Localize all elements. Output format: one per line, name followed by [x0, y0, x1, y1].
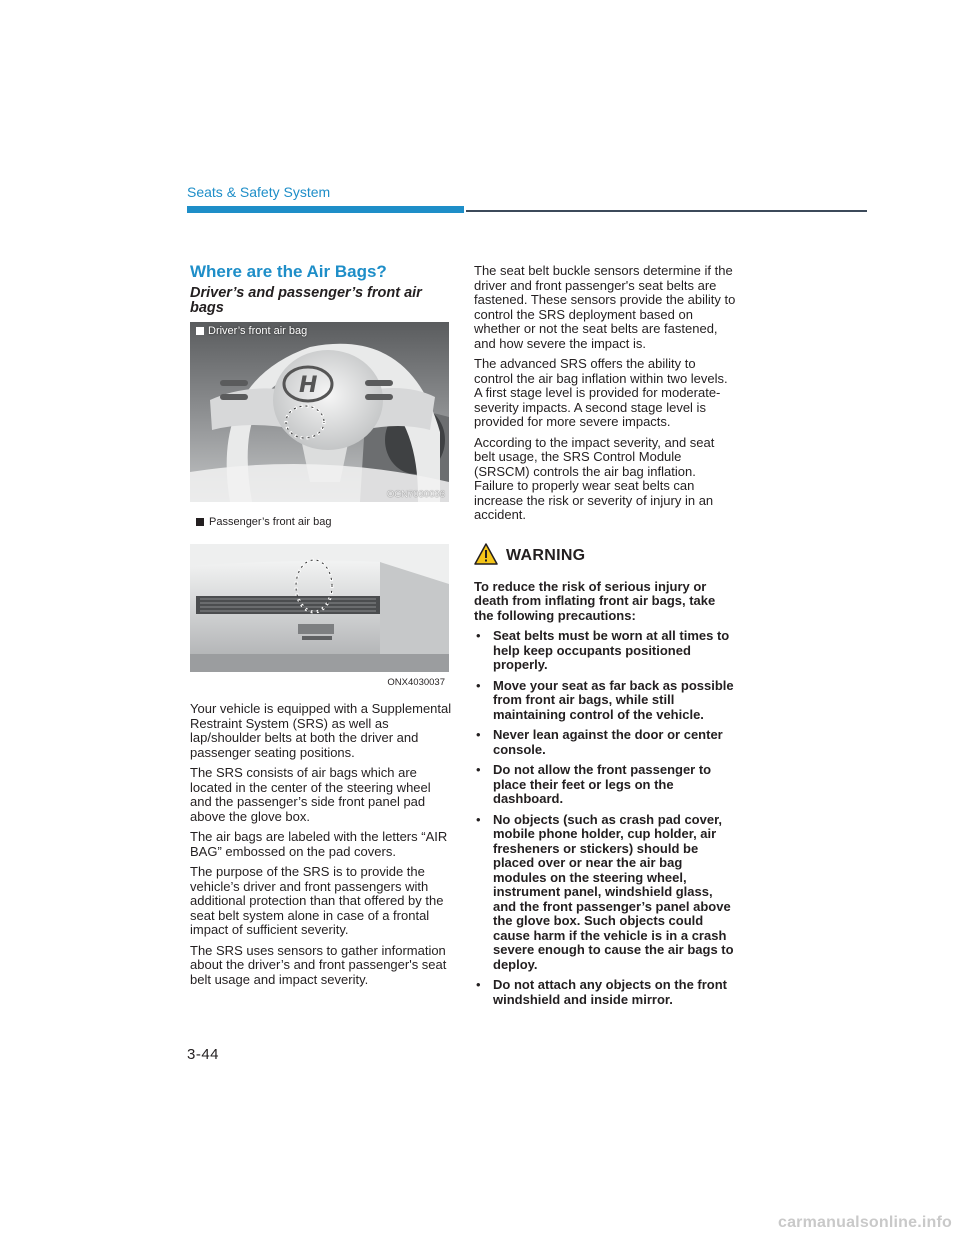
left-body: [190, 702, 452, 987]
dashboard-image: [190, 544, 449, 672]
figure-code: ONX4030037: [387, 677, 445, 688]
page-number: 3-44: [187, 1046, 220, 1063]
warning-header: [474, 543, 736, 570]
list-item: • Do not allow the front passenger to place their feet or legs on the dashboard.: [474, 763, 736, 807]
paragraph: According to the impact severity, and seat belt usage, the SRS Control Module (SRSCM) controls the air bag inflation. Failure to properly wear seat belts can increase the risk or severity of injury in an accident.: [474, 434, 715, 522]
figure-code: OCN7030036: [386, 489, 445, 500]
list-item: • Seat belts must be worn at all times to help keep occupants positioned properly.: [474, 629, 736, 673]
paragraph: The seat belt buckle sensors determine if the driver and front passenger's seat belts are fastened. These sensors provide the ability to control the SRS deployment based on whether or not the seat belts are fastened, and how severe the impact is.: [474, 263, 736, 351]
svg-text:H: H: [299, 373, 318, 398]
list-item: • Do not attach any objects on the front windshield and inside mirror.: [474, 978, 736, 1007]
right-column: [474, 264, 736, 1013]
figure-caption: [196, 516, 449, 528]
warning-intro: To reduce the risk of serious injury or death from inflating front air bags, take the following precautions:: [474, 578, 716, 623]
figure-passenger-airbag: [190, 516, 449, 688]
warning-list: [474, 629, 736, 1007]
list-item: • Never lean against the door or center console.: [474, 728, 736, 757]
paragraph: The SRS uses sensors to gather information about the driver’s and front passenger's seat belt usage and impact severity.: [190, 942, 447, 987]
paragraph: The air bags are labeled with the letters “AIR BAG” embossed on the pad covers.: [190, 829, 448, 859]
watermark: carmanualsonline.info: [777, 1214, 952, 1231]
header-rule: [466, 210, 867, 212]
figure-caption-text: Driver’s front air bag: [208, 325, 308, 337]
warning-label: WARNING: [506, 547, 586, 564]
square-bullet-icon: [196, 327, 204, 335]
square-bullet-icon: [196, 518, 204, 526]
left-column: [190, 262, 452, 993]
paragraph: The advanced SRS offers the ability to control the air bag inflation within two levels. A first stage level is provided for moderate-severity impacts. A second stage level is provided for more severe impacts.: [474, 356, 728, 429]
list-item: • No objects (such as crash pad cover, mobile phone holder, cup holder, air fresheners or stickers) should be placed over or near the air bag modules on the steering wheel, instrument panel, windshield glass, and the front passenger’s panel above the glove box. Such objects could cause harm if the vehicle is in a crash severe enough to cause the air bags to deploy.: [474, 813, 736, 973]
header-rule-accent: [187, 206, 464, 213]
paragraph: The purpose of the SRS is to provide the vehicle’s driver and front passengers with additional protection than that offered by the seat belt system alone in case of a frontal impact of sufficient severity.: [190, 864, 444, 937]
subsection-title: Driver’s and passenger’s front air bags: [190, 285, 422, 316]
steering-wheel-image: [190, 322, 449, 502]
figure-driver-airbag: [190, 322, 449, 502]
figure-caption-text: Passenger’s front air bag: [209, 516, 332, 528]
paragraph: The SRS consists of air bags which are located in the center of the steering wheel and the passenger’s side front panel pad above the glove box.: [190, 765, 431, 824]
list-item: • Move your seat as far back as possible from front air bags, while still maintaining control of the vehicle.: [474, 679, 736, 723]
section-title: Where are the Air Bags?: [190, 262, 387, 281]
paragraph: Your vehicle is equipped with a Supplemental Restraint System (SRS) as well as lap/shoulder belts at both the driver and passenger seating positions.: [190, 701, 452, 760]
figure-caption: [196, 325, 307, 337]
running-head: Seats & Safety System: [187, 184, 331, 200]
warning-triangle-icon: [474, 543, 498, 570]
